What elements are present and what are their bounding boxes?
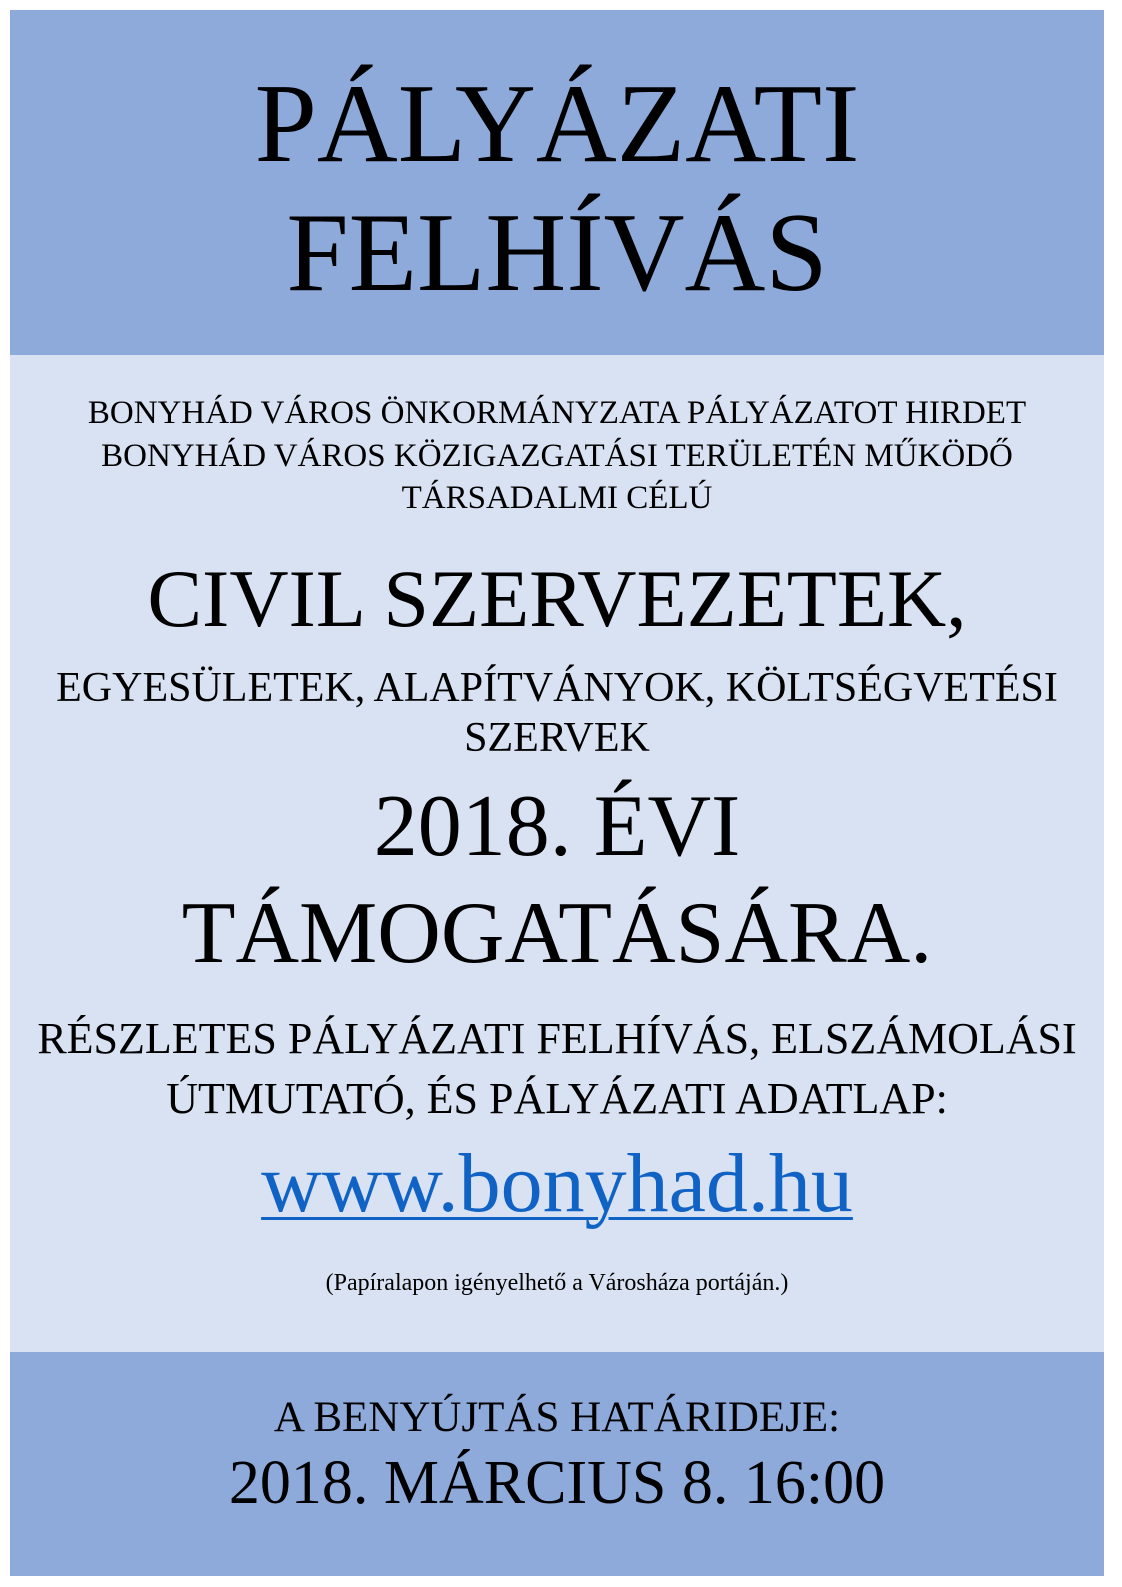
intro-line-3: TÁRSADALMI CÉLÚ (401, 480, 713, 516)
deadline-date: 2018. MÁRCIUS 8. 16:00 (228, 1449, 886, 1517)
footer-band (10, 1352, 1104, 1576)
year-line-2: TÁMOGATÁSÁRA. (181, 885, 933, 982)
deadline-label: A BENYÚJTÁS HATÁRIDEJE: (273, 1394, 841, 1441)
year-line-1: 2018. ÉVI (373, 778, 741, 875)
header-band (10, 10, 1104, 355)
intro-line-1: BONYHÁD VÁROS ÖNKORMÁNYZATA PÁLYÁZATOT HIRDET (87, 395, 1027, 431)
sub-line-2: SZERVEK (464, 715, 650, 761)
civil-heading: CIVIL SZERVEZETEK, (147, 553, 967, 644)
paper-note: (Papíralapon igényelhető a Városháza portáján.) (325, 1270, 789, 1296)
details-line-1: RÉSZLETES PÁLYÁZATI FELHÍVÁS, ELSZÁMOLÁSI (37, 1014, 1077, 1063)
details-line-2: ÚTMUTATÓ, ÉS PÁLYÁZATI ADATLAP: (166, 1074, 948, 1123)
main-band (10, 355, 1104, 1352)
title-line-1: PÁLYÁZATI (254, 62, 860, 186)
title-line-2: FELHÍVÁS (286, 191, 828, 315)
website-link[interactable]: www.bonyhad.hu (261, 1137, 853, 1230)
intro-line-2: BONYHÁD VÁROS KÖZIGAZGATÁSI TERÜLETÉN MŰKÖDŐ (101, 438, 1013, 474)
sub-line-1: EGYESÜLETEK, ALAPÍTVÁNYOK, KÖLTSÉGVETÉSI (56, 665, 1058, 711)
website-link-container (10, 1137, 1104, 1230)
